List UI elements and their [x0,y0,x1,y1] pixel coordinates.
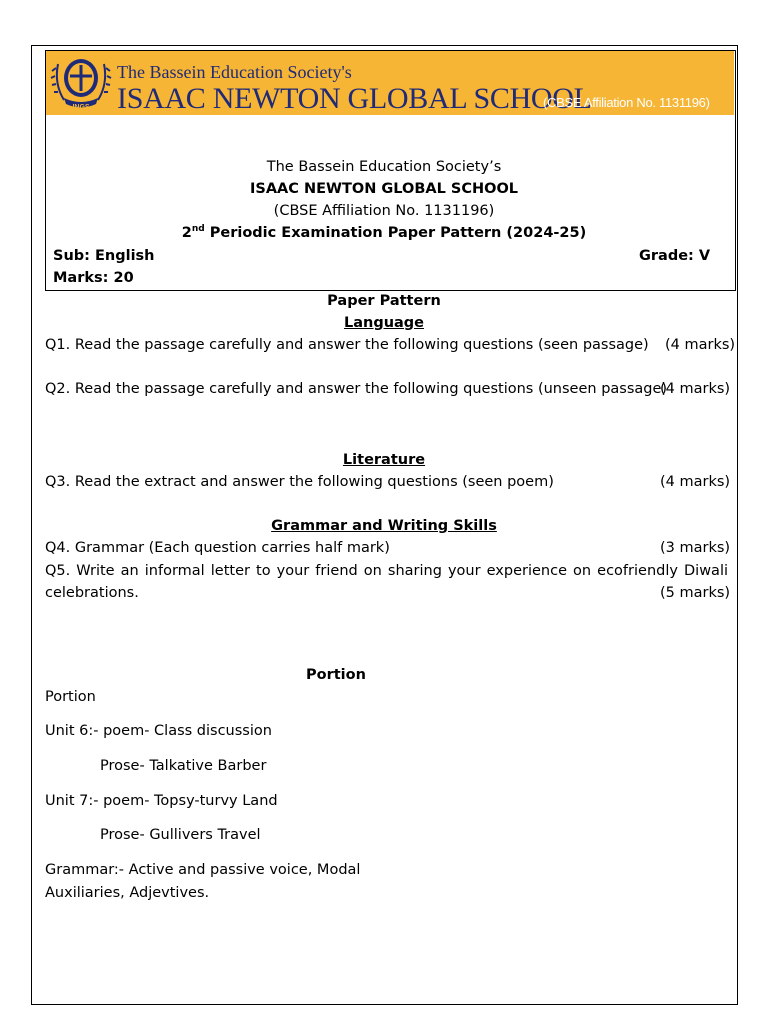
question-marks: (4 marks) [660,381,731,397]
portion-label: Portion [45,689,96,705]
header-society: The Bassein Education Society’s [266,159,502,175]
section-heading-language: Language [343,315,425,331]
question-marks: (4 marks) [660,474,731,490]
question-text: Q5. Write an informal letter to your friend on sharing your experience on ecofriendly Diwali [45,563,728,579]
portion-item: Prose- Gullivers Travel [100,827,261,843]
paper-pattern-title: Paper Pattern [327,293,441,309]
school-crest-logo [50,54,112,112]
marks-label: Marks: 20 [53,270,134,286]
portion-item: Unit 7:- poem- Topsy-turvy Land [45,793,278,809]
portion-heading: Portion [306,667,366,683]
logo-text: INGS [72,104,90,111]
question-text: Q2. Read the passage carefully and answer the following questions (unseen passage) [45,381,668,397]
banner-school-name: ISAAC NEWTON GLOBAL SCHOOL [117,82,592,115]
portion-grammar: Grammar:- Active and passive voice, Modal [45,862,361,878]
question-marks: (3 marks) [660,540,731,556]
portion-grammar-continued: Auxiliaries, Adjevtives. [45,885,210,901]
question-marks: (5 marks) [660,585,731,601]
portion-item: Unit 6:- poem- Class discussion [45,723,272,739]
header-affiliation: (CBSE Affiliation No. 1131196) [273,203,495,219]
subject-label: Sub: English [53,248,155,264]
portion-item: Prose- Talkative Barber [100,758,267,774]
question-text: Q1. Read the passage carefully and answer the following questions (seen passage) [45,337,649,353]
question-text-continued: celebrations. [45,585,139,601]
banner-society: The Bassein Education Society's [117,62,352,82]
header-school-name: ISAAC NEWTON GLOBAL SCHOOL [249,181,519,197]
exam-title: 2nd Periodic Examination Paper Pattern (2024-25) [181,224,587,241]
section-heading-literature: Literature [342,452,426,468]
question-marks: (4 marks) [665,337,736,353]
question-text: Q4. Grammar (Each question carries half mark) [45,540,390,556]
grade-label: Grade: V [639,248,711,264]
banner-affiliation: (CBSE Affiliation No. 1131196) [543,95,710,110]
question-text: Q3. Read the extract and answer the following questions (seen poem) [45,474,554,490]
section-heading-grammar-writing: Grammar and Writing Skills [271,518,497,534]
